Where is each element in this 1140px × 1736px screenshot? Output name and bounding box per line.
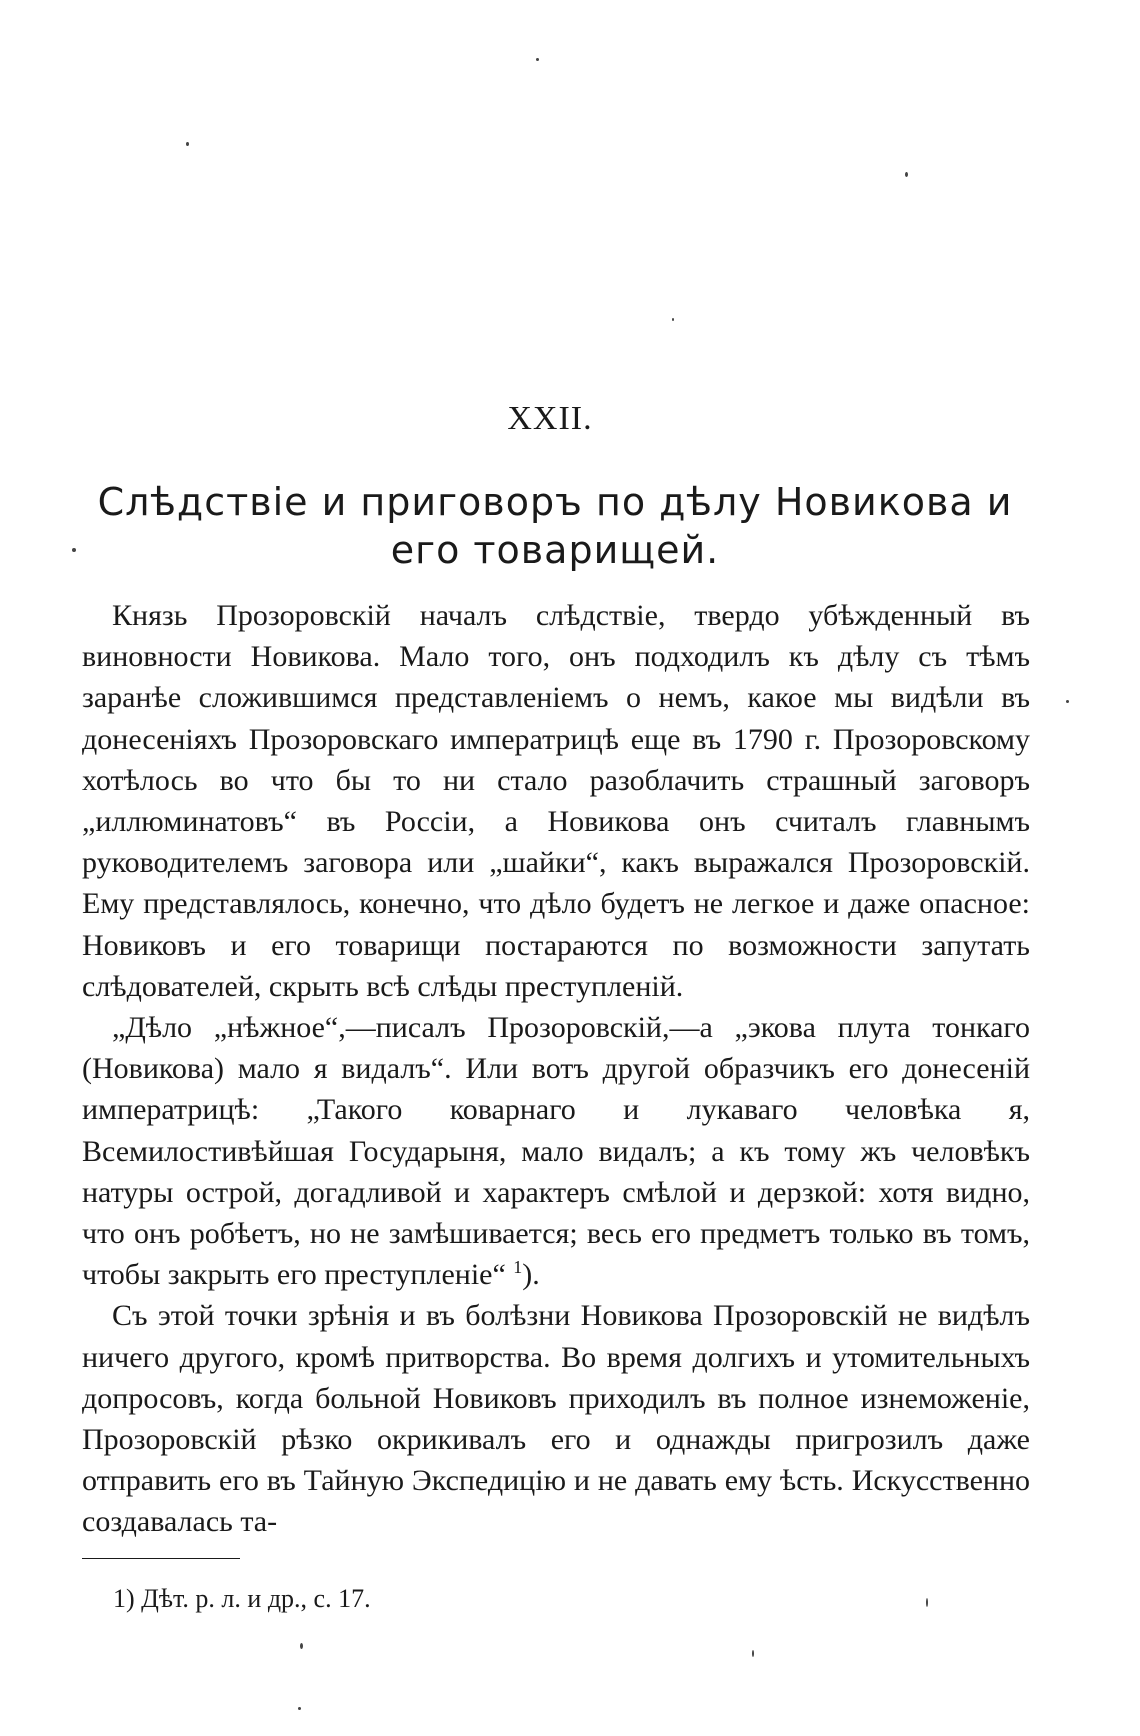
scan-speck [186, 142, 189, 146]
scan-speck [298, 1707, 301, 1710]
scan-speck [672, 318, 674, 321]
chapter-number: XXII. [507, 400, 593, 437]
footnote-divider [82, 1558, 240, 1559]
paragraph: Князь Прозоровскій началъ слѣдствіе, твердо убѣжденный въ виновности Новикова. Мало того, онъ подходилъ къ дѣлу съ тѣмъ заранѣе сложившимся представленіемъ о немъ, какое мы видѣли въ донесеніяхъ Прозоровскаго императрицѣ еще въ 1790 г. Прозоровскому хотѣлось во что бы то ни стало разоблачить страшный заговоръ „иллюминатовъ“ въ Россіи, а Новикова онъ считалъ главнымъ руководителемъ заговора или „шайки“, какъ выражался Прозоровскій. Ему представлялось, конечно, что дѣло будетъ не легкое и даже опасное: Новиковъ и его товарищи постараются по возможности запутать слѣдователей, скрыть всѣ слѣды преступленій. [82, 599, 1030, 1003]
footnote [113, 1582, 371, 1616]
paragraph: Съ этой точки зрѣнія и въ болѣзни Новикова Прозоровскій не видѣлъ ничего другого, кромѣ притворства. Во время долгихъ и утомительныхъ допросовъ, когда больной Новиковъ приходилъ въ полное изнеможеніе, Прозоровскій рѣзко окрикивалъ его и однажды пригрозилъ даже отправить его въ Тайную Экспедицію и не давать ему ѣсть. Искусственно создавалась та- [82, 1299, 1030, 1539]
scan-speck [300, 1643, 303, 1649]
paragraph-with-footnote-ref [82, 1007, 1030, 1295]
scan-speck [1066, 700, 1069, 703]
footnote-marker: 1) [113, 1584, 135, 1613]
scan-speck [752, 1650, 754, 1657]
body-text [82, 595, 1030, 1543]
footnote-reference: 1 [513, 1257, 523, 1278]
scan-speck [72, 548, 76, 552]
paragraph-text: „Дѣло „нѣжное“,—писалъ Прозоровскій,—а „экова плута тонкаго (Новикова) мало я видалъ“. Или вотъ другой образчикъ его донесеній императрицѣ: „Такого коварнаго и лукаваго человѣка я, Всемилостивѣйшая Государыня, мало видалъ; а къ тому жъ человѣкъ натуры острой, догадливой и характеръ смѣлой и дерзкой: хотя видно, что онъ робѣетъ, но не замѣшивается; весь его предметъ только въ томъ, чтобы закрыть его преступленіе“ [82, 1011, 1030, 1292]
footnote-reference-closing: ). [522, 1258, 540, 1292]
scan-speck [536, 58, 539, 61]
chapter-title: Слѣдствіе и приговоръ по дѣлу Новикова и его товарищей. [97, 480, 1013, 572]
scan-speck [926, 1598, 928, 1607]
scan-speck [905, 172, 908, 177]
footnote-text: Дѣт. р. л. и др., с. 17. [141, 1584, 371, 1613]
